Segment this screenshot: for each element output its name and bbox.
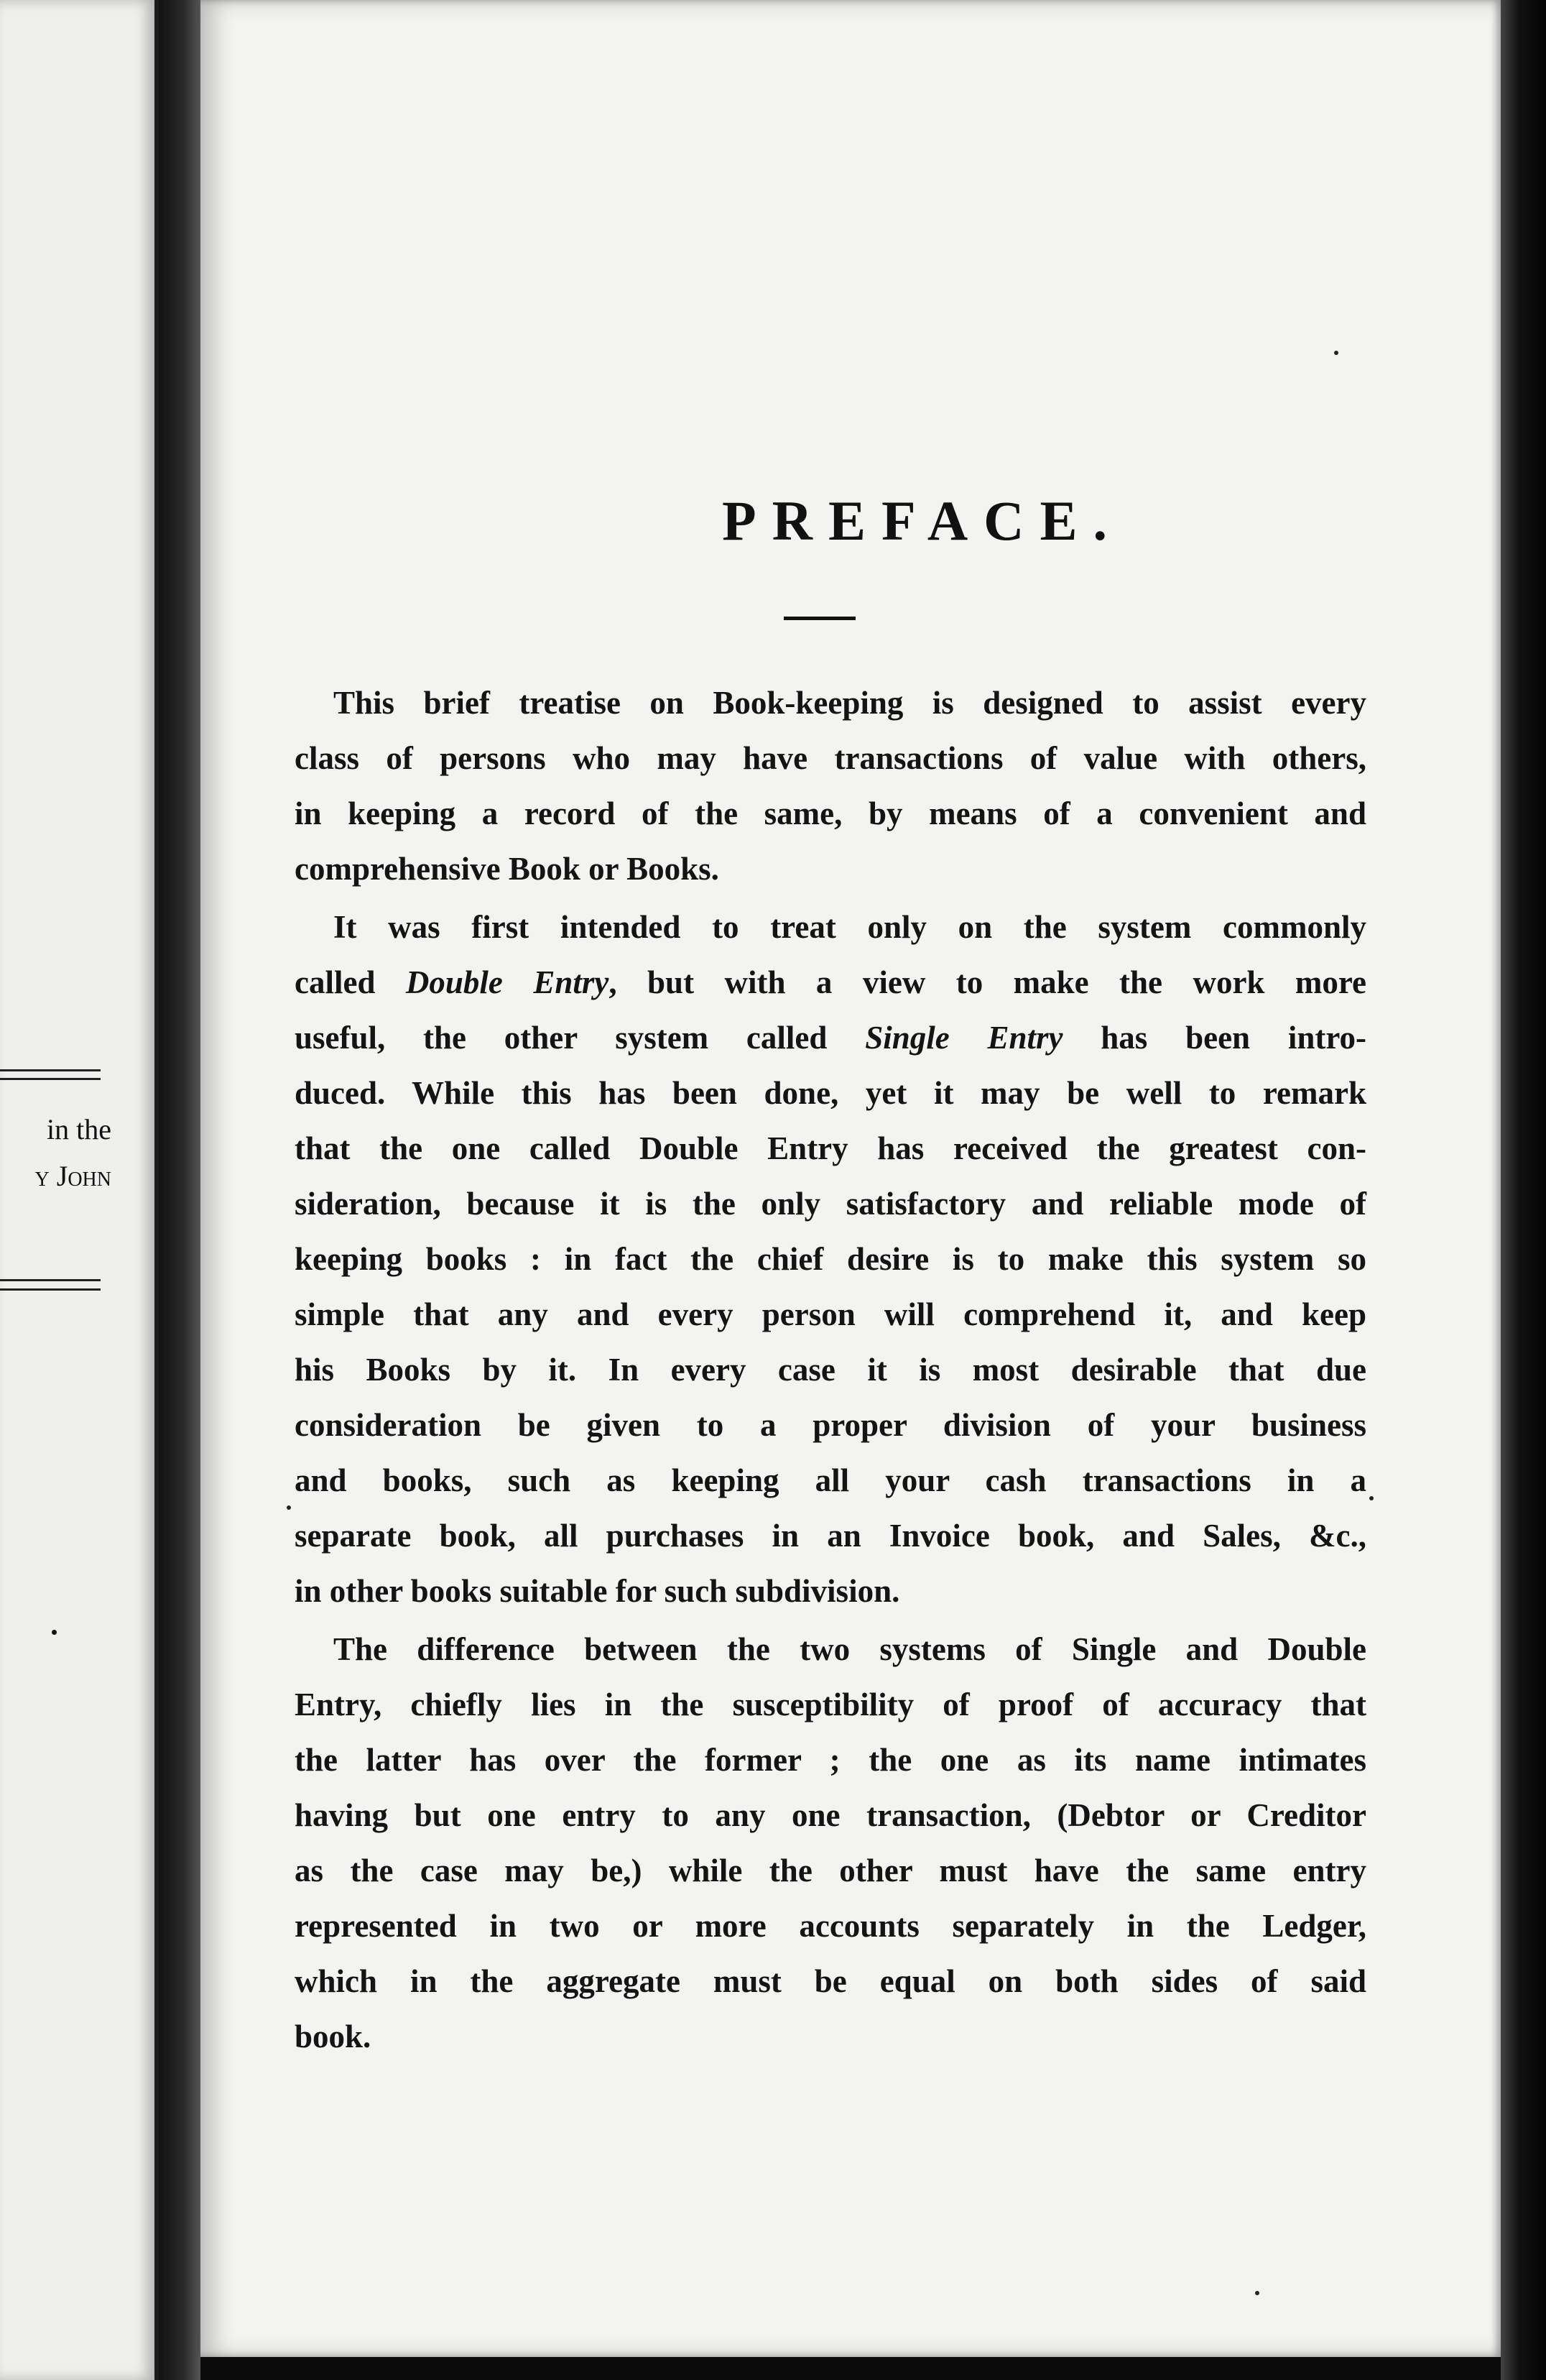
text-line: that the one called Double Entry has received the greatest con- (295, 1130, 1366, 1166)
text-line: having but one entry to any one transaction, (Debtor or Creditor (295, 1797, 1366, 1833)
text-line: his Books by it. In every case it is most desirable that due (295, 1352, 1366, 1388)
ink-speck (1255, 2291, 1259, 2295)
facing-page-text-line: in the (47, 1113, 111, 1145)
ink-speck (52, 1630, 57, 1635)
book-gutter (159, 0, 200, 2380)
text-line: as the case may be,) while the other must have the same entry (295, 1853, 1366, 1888)
text-line: keeping books : in fact the chief desire is to make this system so (295, 1241, 1366, 1277)
text-line: simple that any and every person will comprehend it, and keep (295, 1296, 1366, 1332)
text-line: consideration be given to a proper division of your business (295, 1407, 1366, 1443)
text-line: useful, the other system called Single Entry has been intro- (295, 1020, 1367, 1056)
ink-speck (287, 1505, 291, 1510)
preface-page (200, 0, 1501, 2357)
text-line: This brief treatise on Book-keeping is designed to assist every (333, 685, 1366, 721)
text-line: The difference between the two systems of Single and Double (333, 1631, 1366, 1667)
text-line: sideration, because it is the only satisfactory and reliable mode of (295, 1186, 1366, 1222)
text-line: and books, such as keeping all your cash transactions in a (295, 1462, 1366, 1498)
preface-paragraph (295, 675, 1366, 897)
facing-page-rule (0, 1078, 101, 1080)
text-line: the latter has over the former ; the one as its name intimates (295, 1742, 1366, 1778)
title-rule (784, 617, 856, 620)
text-line: represented in two or more accounts separately in the Ledger, (295, 1908, 1366, 1944)
preface-body (295, 675, 1366, 2067)
preface-paragraph (295, 1622, 1366, 2065)
facing-page-rule (0, 1279, 101, 1281)
page-edge (1501, 0, 1546, 2380)
facing-page-fragment (0, 0, 159, 2380)
text-line: class of persons who may have transactions of value with others, (295, 740, 1366, 776)
ink-speck (1369, 1496, 1374, 1500)
preface-paragraph (295, 900, 1366, 1619)
facing-page-rule (0, 1069, 101, 1071)
facing-page-text-line: y John (34, 1160, 111, 1192)
text-line: duced. While this has been done, yet it may be well to remark (295, 1075, 1366, 1111)
page-title: PREFACE. (721, 489, 1124, 552)
text-line: It was first intended to treat only on the system commonly (333, 909, 1366, 945)
text-line: book. (295, 2019, 371, 2054)
text-line: called Double Entry, but with a view to make the work more (295, 964, 1366, 1000)
text-line: Entry, chiefly lies in the susceptibility of proof of accuracy that (295, 1687, 1366, 1722)
text-line: separate book, all purchases in an Invoice book, and Sales, &c., (295, 1518, 1366, 1554)
text-line: comprehensive Book or Books. (295, 851, 719, 887)
text-line: which in the aggregate must be equal on both sides of said (295, 1963, 1366, 1999)
text-line: in other books suitable for such subdivision. (295, 1573, 900, 1609)
facing-page-rule (0, 1288, 101, 1291)
text-line: in keeping a record of the same, by means of a convenient and (295, 795, 1366, 831)
ink-speck (1334, 351, 1338, 355)
